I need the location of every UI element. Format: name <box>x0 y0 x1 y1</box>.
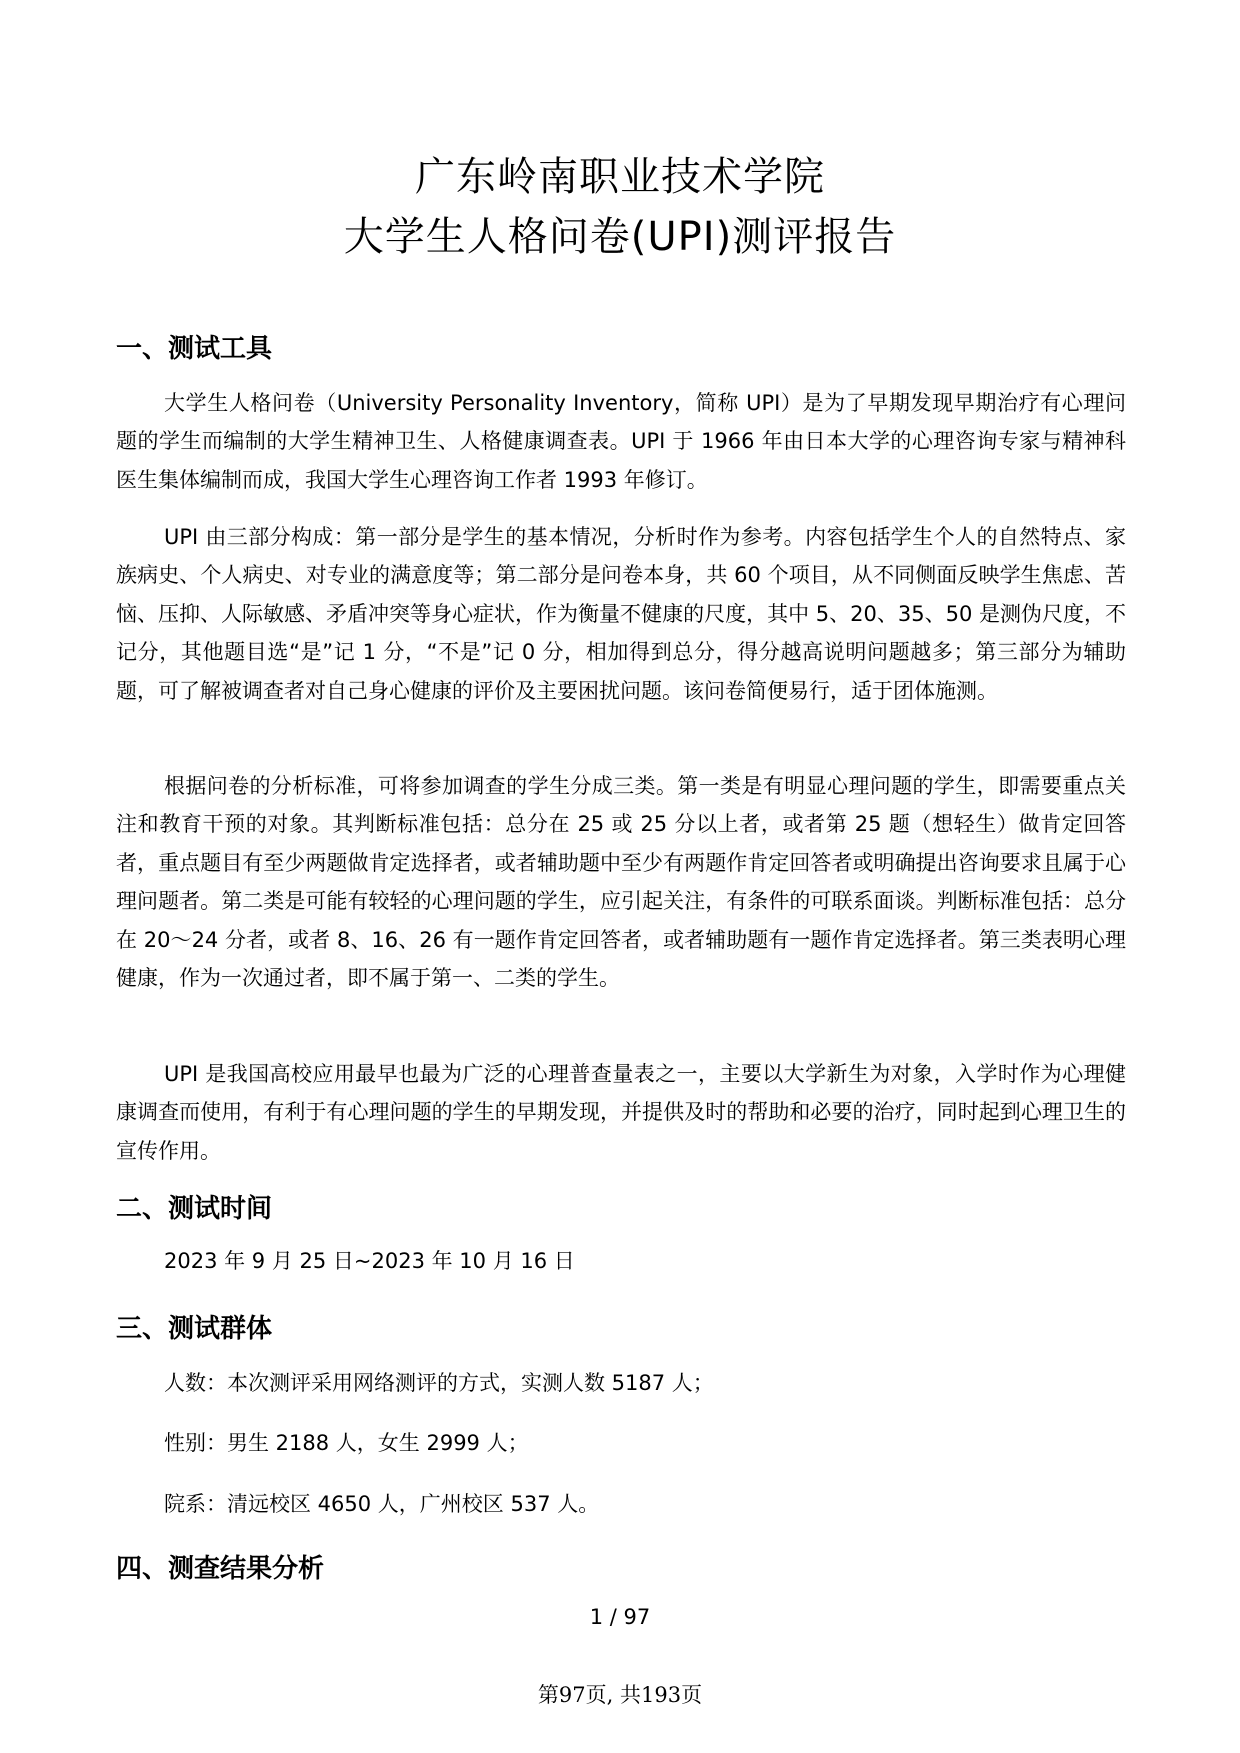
section-heading-results: 四、测查结果分析 <box>116 1554 325 1584</box>
page-number: 1 / 97 <box>589 1605 651 1629</box>
test-period: 2023 年 9 月 25 日~2023 年 10 月 16 日 <box>164 1249 575 1273</box>
report-title-line2: 大学生人格问卷(UPI)测评报告 <box>343 214 897 260</box>
paragraph-upi-structure: UPI 由三部分构成：第一部分是学生的基本情况，分析时作为参考。内容包括学生个人的自然特点、家族病史、个人病史、对专业的满意度等；第二部分是问卷本身，共 60 个项目，从不同侧面反映学生焦虑、苦恼、压抑、人际敏感、矛盾冲突等身心症状，作为衡量不健康的尺度，其中 5、20、35、50 是测伪尺度，不记分，其他题目选“是”记 1 分，“不是”记 0 分，相加得到总分，得分越高说明问题越多；第三部分为辅助题，可了解被调查者对自己身心健康的评价及主要困扰问题。该问卷简便易行，适于团体施测。 <box>116 525 1126 703</box>
report-title-line1: 广东岭南职业技术学院 <box>415 154 825 200</box>
paragraph-upi-usage: UPI 是我国高校应用最早也最为广泛的心理普查量表之一，主要以大学新生为对象，入学时作为心理健康调查而使用，有利于有心理问题的学生的早期发现，并提供及时的帮助和必要的治疗，同时起到心理卫生的宣传作用。 <box>116 1062 1126 1163</box>
group-campus: 院系：清远校区 4650 人，广州校区 537 人。 <box>164 1492 600 1516</box>
page-footer: 第97页, 共193页 <box>537 1683 703 1707</box>
section-heading-time: 二、测试时间 <box>116 1194 273 1224</box>
paragraph-upi-intro: 大学生人格问卷（University Personality Inventory，简称 UPI）是为了早期发现早期治疗有心理问题的学生而编制的大学生精神卫生、人格健康调查表。UPI 于 1966 年由日本大学的心理咨询专家与精神科医生集体编制而成，我国大学生心理咨询工作者 1993 年修订。 <box>116 391 1126 492</box>
group-count: 人数：本次测评采用网络测评的方式，实测人数 5187 人； <box>164 1371 714 1395</box>
paragraph-classification: 根据问卷的分析标准，可将参加调查的学生分成三类。第一类是有明显心理问题的学生，即需要重点关注和教育干预的对象。其判断标准包括：总分在 25 或 25 分以上者，或者第 25 题（想轻生）做肯定回答者，重点题目有至少两题做肯定选择者，或者辅助题中至少有两题作肯定回答者或明确提出咨询要求且属于心理问题者。第二类是可能有较轻的心理问题的学生，应引起关注，有条件的可联系面谈。判断标准包括：总分在 20～24 分者，或者 8、16、26 有一题作肯定回答者，或者辅助题有一题作肯定选择者。第三类表明心理健康，作为一次通过者，即不属于第一、二类的学生。 <box>116 774 1126 991</box>
section-heading-group: 三、测试群体 <box>116 1314 273 1344</box>
section-heading-tools: 一、测试工具 <box>116 334 273 364</box>
group-gender: 性别：男生 2188 人，女生 2999 人； <box>164 1431 529 1455</box>
